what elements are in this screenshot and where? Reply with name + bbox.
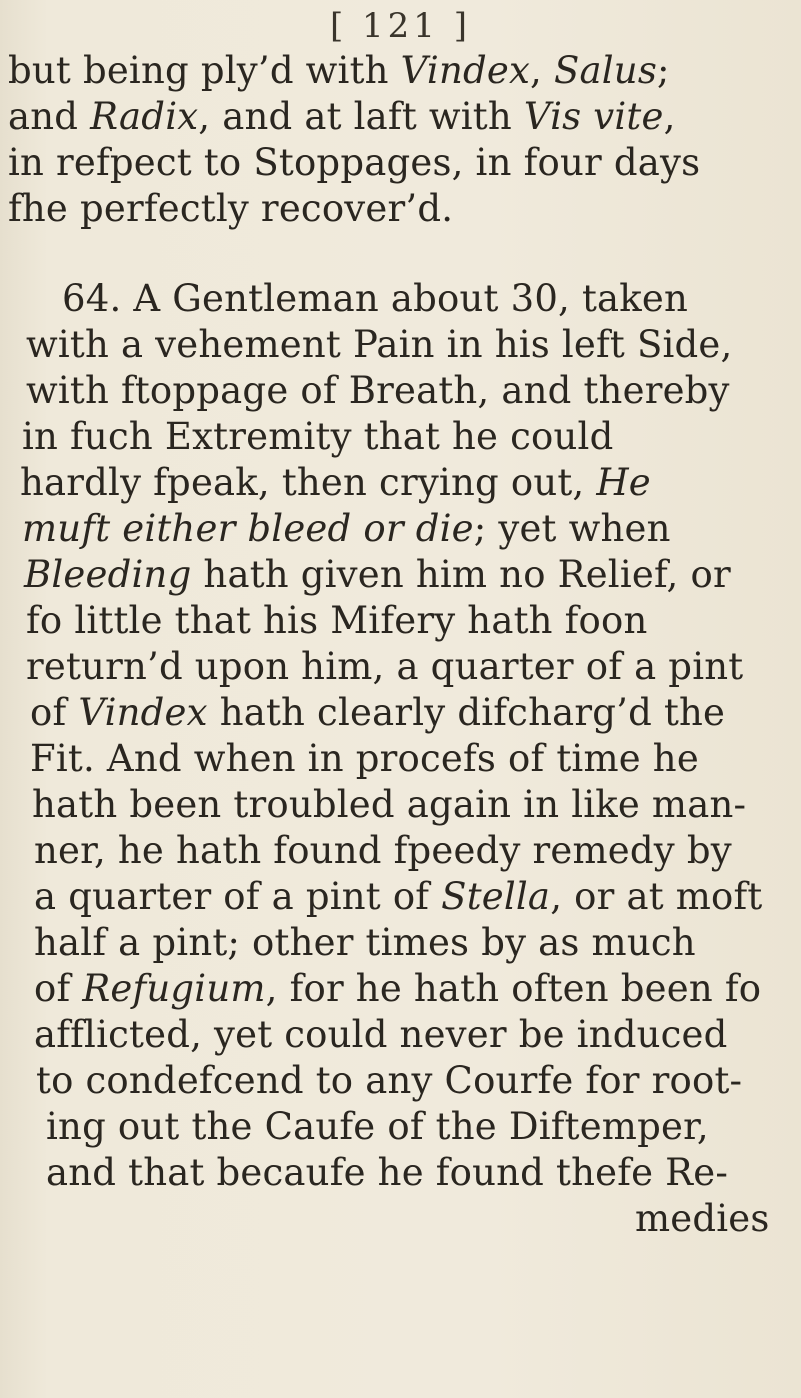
text-line: to condefcend to any Courfe for root- — [36, 1059, 743, 1102]
text-line: fhe perfectly recover’d. — [8, 187, 454, 230]
text-line: and Radix, and at laft with Vis vite, — [8, 95, 676, 138]
text-line: a quarter of a pint of Stella, or at moft — [34, 875, 763, 918]
text-line: of Refugium, for he hath often been fo — [34, 967, 762, 1010]
text-line: 64. A Gentleman about 30, taken — [62, 277, 689, 320]
text-line: with a vehement Pain in his left Side, — [26, 323, 733, 366]
text-line: hath been troubled again in like man- — [32, 783, 747, 826]
text-line: ner, he hath found fpeedy remedy by — [34, 829, 732, 872]
text-line: hardly fpeak, then crying out, He — [20, 461, 651, 504]
text-line: in fuch Extremity that he could — [22, 415, 614, 458]
text-line: of Vindex hath clearly difcharg’d the — [30, 691, 726, 734]
page-number: [ 121 ] — [329, 6, 472, 46]
text-line: half a pint; other times by as much — [34, 921, 696, 964]
text-line: fo little that his Mifery hath foon — [26, 599, 648, 642]
text-line: in refpect to Stoppages, in four days — [8, 141, 701, 184]
text-line: return’d upon him, a quarter of a pint — [26, 645, 744, 688]
text-line: ing out the Caufe of the Diftemper, — [46, 1105, 709, 1148]
text-line: muft either bleed or die; yet when — [22, 507, 671, 550]
text-line: but being ply’d with Vindex, Salus; — [8, 49, 670, 92]
text-line: with ftoppage of Breath, and thereby — [26, 369, 730, 412]
text-line: and that becaufe he found thefe Re- — [46, 1151, 729, 1194]
text-line: Fit. And when in procefs of time he — [30, 737, 699, 780]
catchword: medies — [635, 1197, 770, 1240]
text-line: Bleeding hath given him no Relief, or — [24, 553, 731, 596]
text-line: afflicted, yet could never be induced — [34, 1013, 728, 1056]
